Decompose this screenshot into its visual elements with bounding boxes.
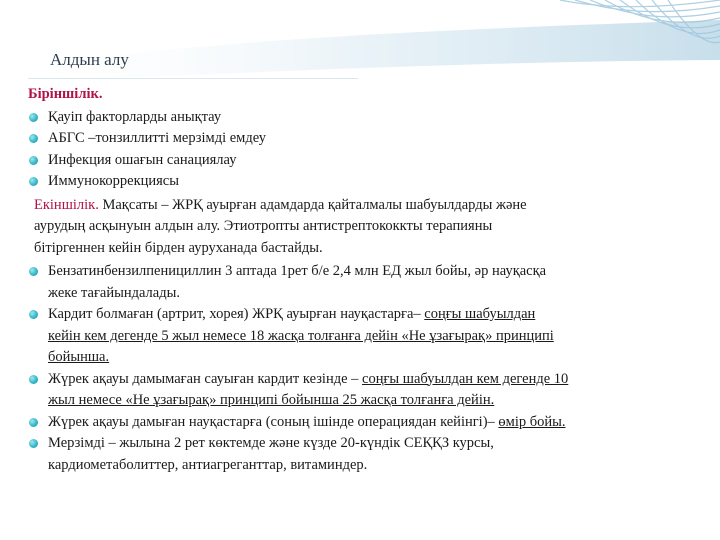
detail-item-text	[48, 371, 568, 409]
detail-item	[28, 304, 704, 369]
primary-item-text: Инфекция ошағын санациялау	[48, 151, 237, 168]
secondary-line-1: Мақсаты – ЖРҚ ауырған адамдарда қайталмалы шабуылдарды және	[98, 196, 527, 213]
detail-text: Кардит болмаған (артрит, хорея) ЖРҚ ауырған науқастарға–	[48, 306, 425, 322]
bullet-icon	[29, 267, 38, 276]
bullet-icon	[29, 177, 38, 186]
slide-title: Алдын алу	[50, 50, 129, 69]
underlined-text: өмір бойы.	[498, 413, 566, 430]
primary-item-text: Қауіп факторларды анықтау	[48, 108, 222, 125]
primary-item	[28, 107, 704, 129]
detail-text: кардиометаболиттер, антиагреганттар, витаминдер.	[48, 456, 368, 473]
detail-text: жеке тағайындалады.	[48, 284, 180, 301]
secondary-lead: Екіншілік.	[34, 196, 99, 213]
detail-item	[28, 261, 704, 304]
title-divider	[28, 78, 358, 79]
underlined-text: кейін кем дегенде 5 жыл немесе 18 жасқа толғанға дейін «Не ұзағырақ» принципі	[48, 327, 554, 344]
detail-item	[28, 433, 704, 476]
underlined-text: бойынша.	[48, 349, 110, 365]
primary-item	[28, 171, 704, 193]
detail-item-text	[48, 306, 554, 365]
detail-text: Жүрек ақауы дамымаған сауыған кардит кезінде –	[48, 370, 363, 387]
underlined-text: жыл немесе «Не ұзағырақ» принципі бойынша 25 жасқа толғанға дейін.	[48, 392, 495, 408]
primary-list	[28, 107, 704, 193]
content-body	[28, 84, 704, 476]
underlined-text: соңғы шабуылдан	[424, 306, 536, 322]
detail-item	[28, 412, 704, 434]
bullet-icon	[29, 134, 38, 143]
bullet-icon	[29, 439, 38, 448]
underlined-text: соңғы шабуылдан кем дегенде 10	[362, 370, 569, 387]
secondary-line-2: аурудың асқынуын алдын алу. Этиотропты антистрептококкты терапияны	[34, 218, 493, 234]
bullet-icon	[29, 418, 38, 427]
primary-item	[28, 150, 704, 172]
primary-item	[28, 128, 704, 150]
bullet-icon	[29, 375, 38, 384]
primary-heading: Біріншілік.	[28, 86, 103, 102]
detail-text: Бензатинбензилпенициллин 3 аптада 1рет б/е 2,4 млн ЕД жыл бойы, әр науқасқа	[48, 263, 547, 279]
detail-item	[28, 369, 704, 412]
detail-item-text	[48, 435, 494, 473]
secondary-paragraph	[28, 195, 704, 260]
detail-text: Жүрек ақауы дамыған науқастарға (соның ішінде операциядан кейінгі)–	[48, 413, 499, 430]
primary-item-text: АБГС –тонзиллитті мерзімді емдеу	[48, 130, 267, 146]
details-list	[28, 261, 704, 476]
detail-text: Мерзімді – жылына 2 рет көктемде және күзде 20-күндік СЕҚҚЗ курсы,	[48, 435, 494, 451]
bullet-icon	[29, 113, 38, 122]
primary-item-text: Иммунокоррекциясы	[48, 173, 179, 189]
bullet-icon	[29, 156, 38, 165]
detail-item-text	[48, 263, 546, 301]
secondary-line-3: бітіргеннен кейін бірден ауруханада бастайды.	[34, 239, 323, 256]
detail-item-text	[48, 414, 566, 430]
corner-wave-decoration	[0, 0, 720, 90]
bullet-icon	[29, 310, 38, 319]
